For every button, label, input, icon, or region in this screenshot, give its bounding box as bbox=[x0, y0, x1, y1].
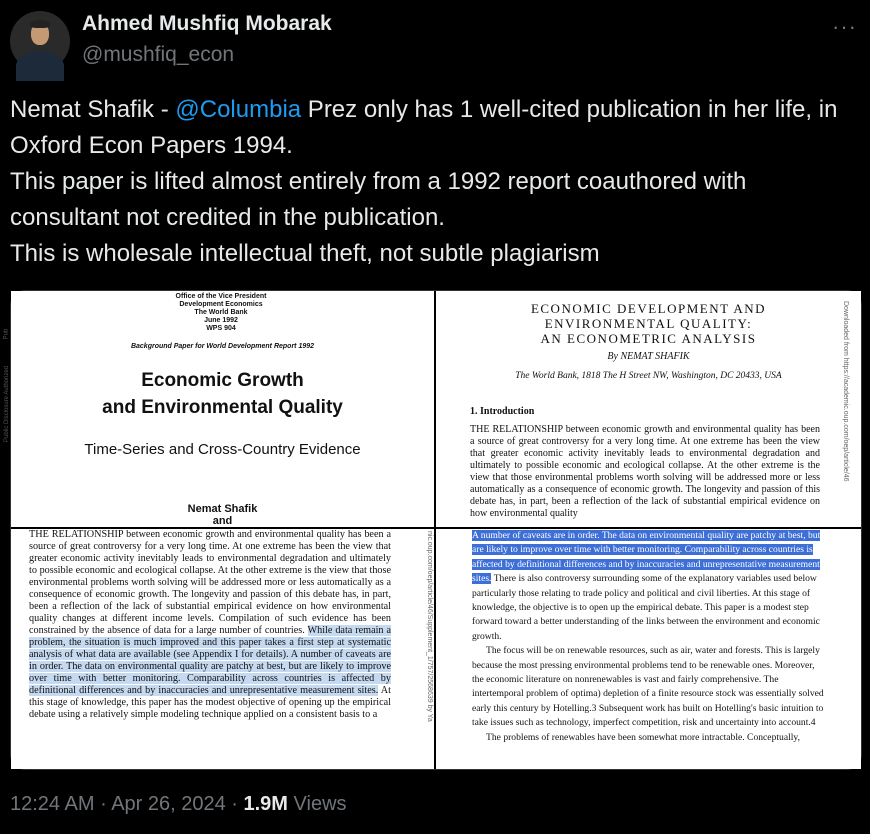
panel3-body-plain: THE RELATIONSHIP between economic growth and environmental quality has been a source of great controversy for a very long time. At one extreme has been the view that greater economic activity inevitably leads to environmental degradation and ultimately to possible economic and ecological collapse. At the other extreme is the view that those environmental problems worth solving will be addressed more or less automatically as a consequence of economic growth. The longevity and passion of this debate has, in part, been a reflection of the lack of substantial empirical evidence on how environmental quality changes at different income levels. Compilation of such evidence has been constrained by the absence of data for a large number of countries. bbox=[29, 529, 391, 636]
author-handle[interactable]: @mushfiq_econ bbox=[82, 43, 235, 66]
meta-separator-2: · bbox=[225, 793, 244, 815]
media-grid bbox=[3, 290, 862, 770]
panel4-rest: There is also controversy surrounding some of the explanatory variables used below particularly those relating to trade policy and political and civil liberties. At this stage of knowledge, the objective is to open up the empirical debate. This paper is a modest step forward toward a better understanding of the links between the environment and economic growth. bbox=[472, 573, 820, 642]
media-image-3[interactable] bbox=[11, 529, 434, 769]
views-count: 1.9M bbox=[243, 793, 288, 815]
panel2-body: THE RELATIONSHIP between economic growth and environmental quality has been a source of great controversy for a very long time. At one extreme has been the view that greater economic activity inevitably leads to environmental degradation and ultimately to possible economic and ecological collapse. At the other extreme is the view that those environmental problems worth solving will be addressed more or less automatically as a consequence of economic growth. The longevity and passion of this debate has, in part, been a reflection of the lack of substantial empirical evidence on how environmental quality bbox=[470, 424, 820, 519]
media-image-2[interactable] bbox=[436, 291, 861, 527]
panel1-title-line1: Economic Growth bbox=[141, 370, 304, 391]
tweet-text bbox=[10, 92, 860, 272]
panel1-author-line1: Nemat Shafik bbox=[187, 503, 258, 515]
tweet-line-1 bbox=[10, 92, 860, 164]
panel4-para2: The focus will be on renewable resources, such as air, water and forests. This is largely because the most pressing environmental problems tend to be renewable ones. Moreover, the economic literature on nonrenewables is vast and fairly comprehensive. The intertemporal problem of optima) depletion of a finite resource stock was essentially solved early this century by Hotelling.3 Subsequent work has built on Hotelling's basic intuition to take issues such as technology, imperfect competition, risk and uncertainty into account.4 bbox=[472, 645, 824, 729]
panel1-title bbox=[11, 367, 434, 421]
views-label: Views bbox=[287, 793, 347, 815]
tweet-meta bbox=[10, 793, 347, 816]
panel4-para3: The problems of renewables have been somewhat more intractable. Conceptually, bbox=[486, 731, 800, 743]
panel1-subtitle: Time-Series and Cross-Country Evidence bbox=[84, 441, 361, 458]
panel1-author bbox=[11, 503, 434, 527]
panel2-section: 1. Introduction bbox=[470, 406, 535, 417]
panel3-body-tail: At this stage of knowledge, this paper has the modest objective of opening up the empirical debate using a relatively simple modeling technique applied on a consistent basis to a bbox=[29, 685, 391, 720]
avatar[interactable] bbox=[10, 11, 70, 71]
avatar-hair bbox=[30, 20, 50, 28]
panel2-affiliation: The World Bank, 1818 The H Street NW, Washington, DC 20433, USA bbox=[515, 371, 782, 381]
panel2-download-note: Downloaded from https://academic.oup.com/oep/article/46 bbox=[842, 301, 849, 482]
tweet-date[interactable]: Apr 26, 2024 bbox=[111, 793, 226, 815]
avatar-shoulders bbox=[16, 51, 64, 81]
panel2-byline: By NEMAT SHAFIK bbox=[607, 351, 690, 362]
panel1-title-line2: and Environmental Quality bbox=[102, 397, 343, 418]
tweet-line-1-pre: Nemat Shafik - bbox=[10, 96, 176, 123]
panel1-side-text: Public Disclosure Authorized bbox=[4, 365, 11, 443]
panel3-side-text: nic.oup.com/oep/article/46/Supplement_1/757/2568639 by Ya bbox=[426, 531, 433, 722]
panel1-header: Office of the Vice President Development Economics The World Bank June 1992 WPS 904 bbox=[175, 293, 267, 332]
panel3-body bbox=[29, 529, 391, 721]
panel4-highlight: A number of caveats are in order. The data on environmental quality are patchy at best, but are likely to improve over time with better monitoring. Comparability across countries is affected by definitional differences and by inaccuracies and unrepresentative measurement sites. bbox=[472, 530, 821, 585]
media-image-4[interactable] bbox=[436, 529, 861, 769]
panel4-para1 bbox=[472, 529, 824, 644]
panel1-side-text-2: Pub bbox=[3, 328, 10, 340]
tweet-line-2: This paper is lifted almost entirely from a 1992 report coauthored with consultant not credited in the publication. bbox=[10, 168, 747, 231]
meta-separator-1: · bbox=[94, 793, 112, 815]
more-options-icon[interactable]: ··· bbox=[832, 14, 857, 39]
tweet-line-3: This is wholesale intellectual theft, not subtle plagiarism bbox=[10, 240, 600, 267]
author-name[interactable]: Ahmed Mushfiq Mobarak bbox=[82, 12, 332, 35]
panel4-body bbox=[472, 529, 824, 745]
panel1-author-line2: and bbox=[212, 515, 233, 527]
media-image-1[interactable] bbox=[3, 291, 434, 527]
tweet-line-1-post: Prez only has 1 well-cited publication in her life, in Oxford Econ Papers 1994. bbox=[10, 96, 838, 159]
panel1-background: Background Paper for World Development Report 1992 bbox=[130, 343, 315, 350]
panel2-title: ECONOMIC DEVELOPMENT AND ENVIRONMENTAL QUALITY: AN ECONOMETRIC ANALYSIS bbox=[530, 301, 767, 346]
tweet-time[interactable]: 12:24 AM bbox=[10, 793, 95, 815]
panel3-body-highlight: While data remain a problem, the situation is much improved and this paper takes a first step at systematic analysis of what data are available (see Appendix I for details). A number of caveats are in order. The data on environmental quality are patchy at best, but are likely to improve over time with better monitoring. Comparability across countries is affected by definitional differences and by inaccuracies and unrepresentative measurement sites. bbox=[29, 625, 391, 696]
mention-link[interactable]: @Columbia bbox=[175, 96, 302, 123]
